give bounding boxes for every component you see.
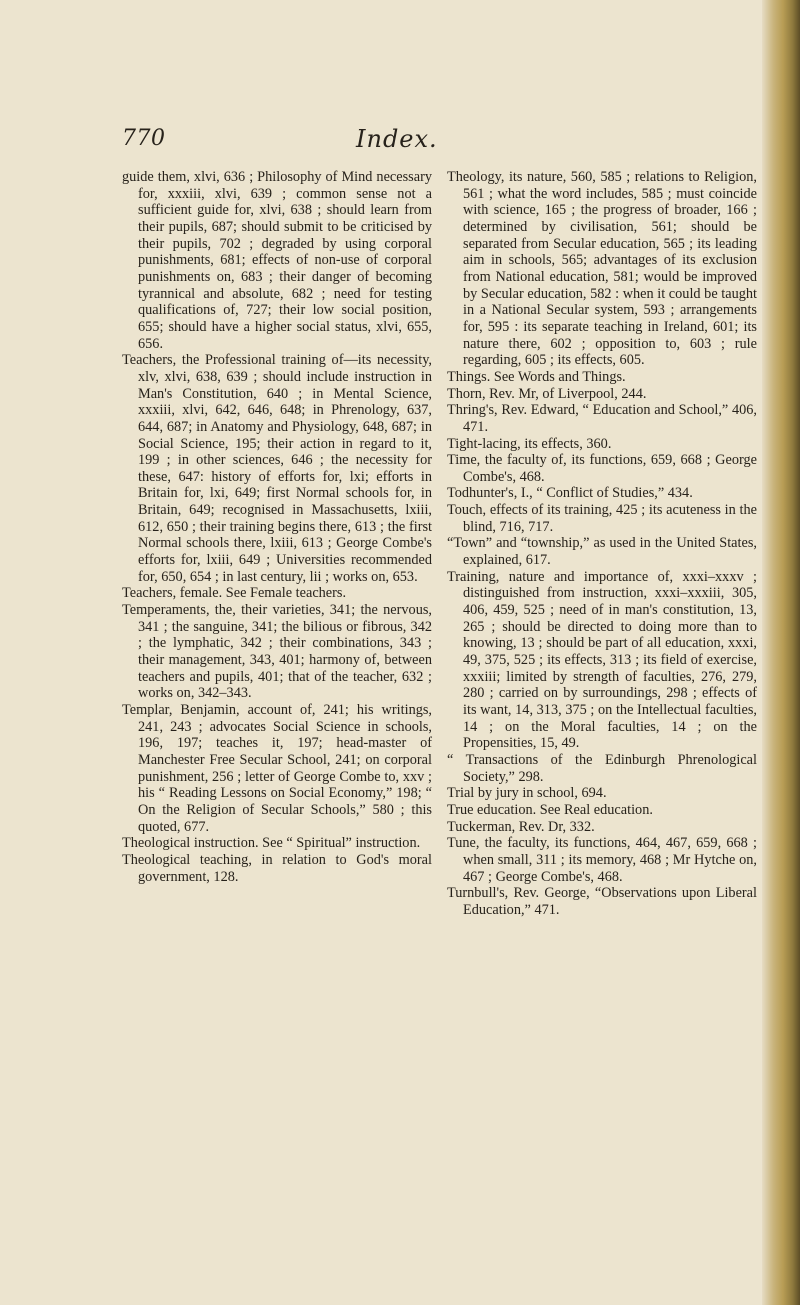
index-entry: Todhunter's, I., “ Conflict of Studies,” 434.	[447, 485, 693, 502]
index-entry: Touch, effects of its training, 425 ; its acuteness in the blind, 716, 717.	[447, 502, 757, 535]
index-entry: Tuckerman, Rev. Dr, 332.	[447, 818, 595, 835]
index-column-left	[122, 169, 432, 885]
index-entry: Teachers, female. See Female teachers.	[122, 585, 347, 602]
index-entry: Time, the faculty of, its functions, 659, 668 ; George Combe's, 468.	[447, 452, 757, 485]
index-entry: Turnbull's, Rev. George, “Observations upon Liberal Education,” 471.	[447, 885, 757, 918]
index-entry: guide them, xlvi, 636 ; Philosophy of Mind necessary for, xxxiii, xlvi, 639 ; common sense not a sufficient guide for, xlvi, 638 ; should learn from their pupils, 687; should submit to be criticised by their pupils, 702 ; degraded by using corporal punishments, 681; effects of non-use of corporal punishments on, 683 ; their danger of becoming tyrannical and absolute, 682 ; need for testing qualifications of, 727; their low social position, 655; should have a higher social status, xlvi, 655, 656.	[122, 169, 432, 352]
index-entry: Theology, its nature, 560, 585 ; relations to Religion, 561 ; what the word includes, 585 ; must coincide with science, 165 ; the progress of broader, 166 ; determined by civilisation, 561; should be separated from Secular education, 565 ; its leading aim in schools, 565; advantages of its exclusion from National education, 581; would be improved by Secular education, 582 : when it could be taught in a National Secular system, 593 ; arrangements for, 595 : its separate teaching in Ireland, 601; its nature there, 602 ; opposition to, 603 ; rule regarding, 605 ; its effects, 605.	[447, 169, 757, 369]
index-entry: “Town” and “township,” as used in the United States, explained, 617.	[447, 535, 757, 569]
book-edge	[762, 0, 800, 1305]
index-entry: Teachers, the Professional training of—its necessity, xlv, xlvi, 638, 639 ; should include instruction in Man's Constitution, 640 ; in Mental Science, xxxiii, xlvi, 642, 646, 648; in Phrenology, 637, 644, 687; in Anatomy and Physiology, 648, 687; in Social Science, 195; their action in regard to it, 199 ; in other sciences, 646 ; the necessity for these, 647: history of efforts for, lxi; efforts in Britain for, lxi, 649; first Normal schools for, in Britain, 649; recognised in Massachusetts, lxiii, 612, 650 ; their training begins there, 613 ; the first Normal schools there, lxiii, 613 ; George Combe's efforts for, lxiii, 649 ; Universities recommended for, 650, 654 ; in last century, lii ; works on, 653.	[122, 352, 432, 585]
index-entry: Temperaments, the, their varieties, 341; the nervous, 341 ; the sanguine, 341; the bilious or fibrous, 342 ; the lymphatic, 342 ; their combinations, 343 ; their management, 343, 401; harmony of, between teachers and pupils, 401; that of the teacher, 632 ; works on, 342–343.	[122, 602, 432, 702]
index-entry: “ Transactions of the Edinburgh Phrenological Society,” 298.	[447, 751, 757, 785]
index-column-right	[447, 169, 757, 919]
index-entry: Training, nature and importance of, xxxi–xxxv ; distinguished from instruction, xxxi–xxxiii, 305, 406, 459, 525 ; need of in man's constitution, 13, 265 ; should be directed to doing more than to knowing, 13 ; should be part of all education, xxxi, 49, 375, 525 ; its effects, 313 ; its field of exercise, xxxiii; limited by strength of faculties, 276, 279, 280 ; carried on by surroundings, 298 ; effects of its want, 14, 313, 375 ; on the Intellectual faculties, 14 ; on the Moral faculties, 14 ; on the Propensities, 15, 49.	[447, 568, 757, 752]
index-entry: Theological instruction. See “ Spiritual” instruction.	[122, 835, 421, 852]
index-entry: Tight-lacing, its effects, 360.	[447, 435, 612, 452]
index-entry: Tune, the faculty, its functions, 464, 467, 659, 668 ; when small, 311 ; its memory, 468 ; Mr Hytche on, 467 ; George Combe's, 468.	[447, 835, 757, 885]
index-entry: True education. See Real education.	[447, 801, 653, 818]
index-entry: Theological teaching, in relation to God's moral government, 128.	[122, 851, 432, 885]
index-entry: Trial by jury in school, 694.	[447, 785, 607, 802]
index-entry: Templar, Benjamin, account of, 241; his writings, 241, 243 ; advocates Social Science in schools, 196, 197; teaches it, 197; head-master of Manchester Free Secular School, 241; on corporal punishment, 256 ; letter of George Combe to, xxv ; his “ Reading Lessons on Social Economy,” 198; “ On the Religion of Secular Schools,” 580 ; this quoted, 677.	[122, 702, 432, 835]
page-number: 770	[122, 126, 166, 151]
page-title: Index.	[356, 125, 438, 153]
index-entry: Things. See Words and Things.	[447, 368, 626, 385]
index-entry: Thorn, Rev. Mr, of Liverpool, 244.	[447, 385, 647, 402]
index-entry: Thring's, Rev. Edward, “ Education and School,” 406, 471.	[447, 402, 757, 435]
